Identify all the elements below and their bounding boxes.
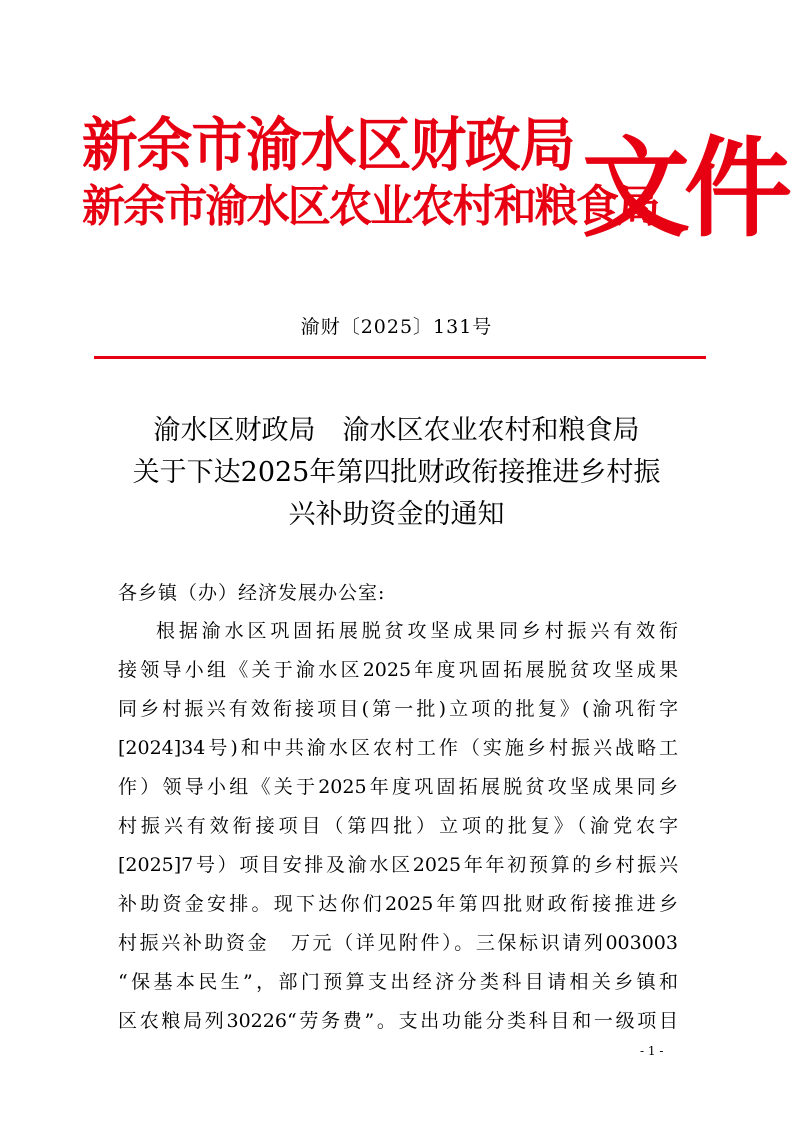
body-line: 接领导小组《关于渝水区2025年度巩固拓展脱贫攻坚成果 — [118, 659, 678, 681]
document-number: 渝财〔2025〕131号 — [300, 316, 493, 338]
title-line-2: 关于下达2025年第四批财政衔接推进乡村振 — [132, 457, 661, 488]
issuing-org-finance-bureau: 新余市渝水区财政局 — [82, 111, 575, 179]
document-label: 文件 — [582, 127, 787, 252]
body-line: 作）领导小组《关于2025年度巩固拓展脱贫攻坚成果同乡 — [118, 776, 678, 798]
body-line: 村振兴补助资金 万元（详见附件）。三保标识请列003003 — [118, 932, 678, 954]
title-line-3: 兴补助资金的通知 — [288, 499, 505, 530]
body-text — [118, 612, 678, 1041]
body-line: 村振兴有效衔接项目（第四批）立项的批复》（渝党农字 — [118, 815, 678, 837]
body-line: [2024]34号)和中共渝水区农村工作（实施乡村振兴战略工 — [118, 737, 678, 759]
body-line: 同乡村振兴有效衔接项目(第一批)立项的批复》(渝巩衔字 — [118, 698, 678, 720]
document-header — [82, 88, 787, 258]
salutation: 各乡镇（办）经济发展办公室: — [118, 582, 386, 604]
page-number: - 1 - — [640, 1044, 664, 1058]
red-separator-line — [94, 356, 706, 359]
body-line: 补助资金安排。现下达你们2025年第四批财政衔接推进乡 — [118, 893, 678, 915]
body-line: 区农粮局列30226“劳务费”。支出功能分类科目和一级项目 — [118, 1010, 678, 1032]
body-line: “保基本民生”，部门预算支出经济分类科目请相关乡镇和 — [118, 971, 678, 993]
issuing-org-agriculture-bureau: 新余市渝水区农业农村和粮食局 — [82, 181, 659, 232]
title-line-1: 渝水区财政局 渝水区农业农村和粮食局 — [153, 415, 640, 446]
document-title — [60, 410, 733, 536]
body-line: 根据渝水区巩固拓展脱贫攻坚成果同乡村振兴有效衔 — [156, 620, 678, 642]
body-line: [2025]7号）项目安排及渝水区2025年年初预算的乡村振兴 — [118, 854, 678, 876]
